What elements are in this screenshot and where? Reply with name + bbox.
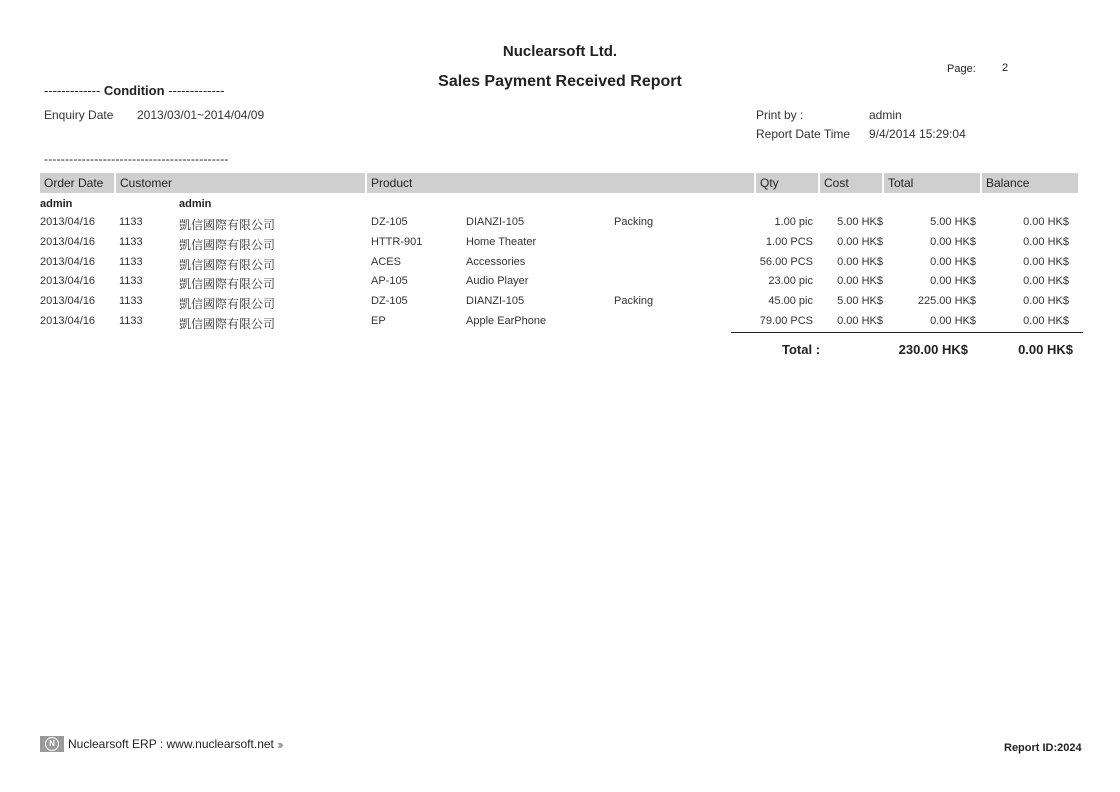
footer-logo-text: Nuclearsoft ERP : www.nuclearsoft.net [68,737,274,751]
cell-order-date: 2013/04/16 [40,235,96,248]
report-date-label: Report Date Time [756,127,851,141]
company-name: Nuclearsoft Ltd. [502,43,618,60]
report-date-value: 9/4/2014 15:29:04 [869,127,966,141]
footer-logo [40,735,281,753]
print-by-label: Print by : [756,108,804,122]
report-title: Sales Payment Received Report [438,73,682,90]
cell-cost: 0.00 HK$ [837,235,883,248]
nuclearsoft-logo-icon: N [40,736,64,752]
cell-customer-code: 1133 [119,315,143,327]
cell-product-name: Apple EarPhone [466,315,547,327]
column-header-order-date: Order Date [40,173,114,193]
page-number: 2 [1002,62,1009,74]
cell-customer-name: 凱信國際有限公司 [179,317,276,331]
cell-balance: 0.00 HK$ [1023,255,1069,268]
group-label-left: admin [40,198,73,210]
cell-balance: 0.00 HK$ [1023,216,1069,228]
cell-order-date: 2013/04/16 [40,275,96,288]
cell-product-code: EP [371,315,386,327]
cell-qty: 79.00 PCS [759,315,813,327]
grand-balance: 0.00 HK$ [1018,342,1073,357]
grand-total: 230.00 HK$ [898,342,968,357]
group-label-right: admin [179,198,212,210]
cell-product-name: Audio Player [466,275,529,288]
condition-label: Condition [103,83,165,98]
cell-balance: 0.00 HK$ [1023,235,1069,248]
cell-order-date: 2013/04/16 [40,216,96,228]
cell-customer-name: 凱信國際有限公司 [179,218,276,232]
cell-product-name: DIANZI-105 [466,295,525,308]
cell-total: 0.00 HK$ [930,315,976,327]
cell-customer-name: 凱信國際有限公司 [179,257,276,272]
cell-cost: 5.00 HK$ [837,216,883,228]
column-header-qty: Qty [756,173,818,193]
cell-total: 0.00 HK$ [930,255,976,268]
cell-customer-code: 1133 [119,275,143,288]
cell-customer-code: 1133 [119,255,143,268]
report-id: Report ID:2024 [1004,742,1082,754]
cell-cost: 0.00 HK$ [837,275,883,288]
condition-heading [44,83,224,98]
cell-customer-name: 凱信國際有限公司 [179,277,276,292]
condition-separator: -------------------------------------------- [44,152,229,166]
cell-order-date: 2013/04/16 [40,315,96,327]
column-header-cost: Cost [820,173,882,193]
total-rule [731,332,1083,333]
cell-customer-code: 1133 [119,295,143,308]
column-header-product: Product [367,173,754,193]
enquiry-date-value: 2013/03/01~2014/04/09 [137,108,265,122]
cell-customer-name: 凱信國際有限公司 [179,297,276,312]
cell-balance: 0.00 HK$ [1023,275,1069,288]
cell-customer-code: 1133 [119,235,143,248]
cell-total: 0.00 HK$ [930,235,976,248]
cell-product-code: DZ-105 [371,295,408,308]
column-header-customer: Customer [116,173,365,193]
cell-note: Packing [614,295,654,308]
cell-product-name: DIANZI-105 [466,216,525,228]
column-header-total: Total [884,173,980,193]
cell-order-date: 2013/04/16 [40,255,96,268]
cell-product-code: DZ-105 [371,216,408,228]
cell-product-code: AP-105 [371,275,408,288]
cell-product-name: Accessories [466,255,526,268]
cell-cost: 5.00 HK$ [837,295,883,308]
cell-note: Packing [614,216,654,228]
cell-product-name: Home Theater [466,235,537,248]
cell-cost: 0.00 HK$ [837,315,883,327]
column-header-balance: Balance [982,173,1078,193]
cell-cost: 0.00 HK$ [837,255,883,268]
condition-dashes-right: ------------- [168,83,225,98]
enquiry-date-label: Enquiry Date [44,108,114,122]
page-label: Page: [947,63,976,75]
cell-total: 5.00 HK$ [930,216,976,228]
cell-balance: 0.00 HK$ [1023,315,1069,327]
chevron-right-icon: ››› [276,736,281,752]
cell-qty: 56.00 PCS [759,255,813,268]
cell-qty: 1.00 PCS [765,235,813,248]
condition-dashes-left: ------------- [44,83,101,98]
cell-qty: 45.00 pic [768,295,813,308]
cell-product-code: ACES [371,255,401,268]
cell-product-code: HTTR-901 [371,235,423,248]
cell-qty: 23.00 pic [768,275,813,288]
cell-customer-name: 凱信國際有限公司 [179,237,276,252]
print-by-value: admin [869,108,902,122]
cell-total: 225.00 HK$ [917,295,976,308]
cell-order-date: 2013/04/16 [40,295,96,308]
total-label: Total : [782,342,821,357]
cell-qty: 1.00 pic [774,216,813,228]
cell-customer-code: 1133 [119,216,143,228]
cell-total: 0.00 HK$ [930,275,976,288]
cell-balance: 0.00 HK$ [1023,295,1069,308]
